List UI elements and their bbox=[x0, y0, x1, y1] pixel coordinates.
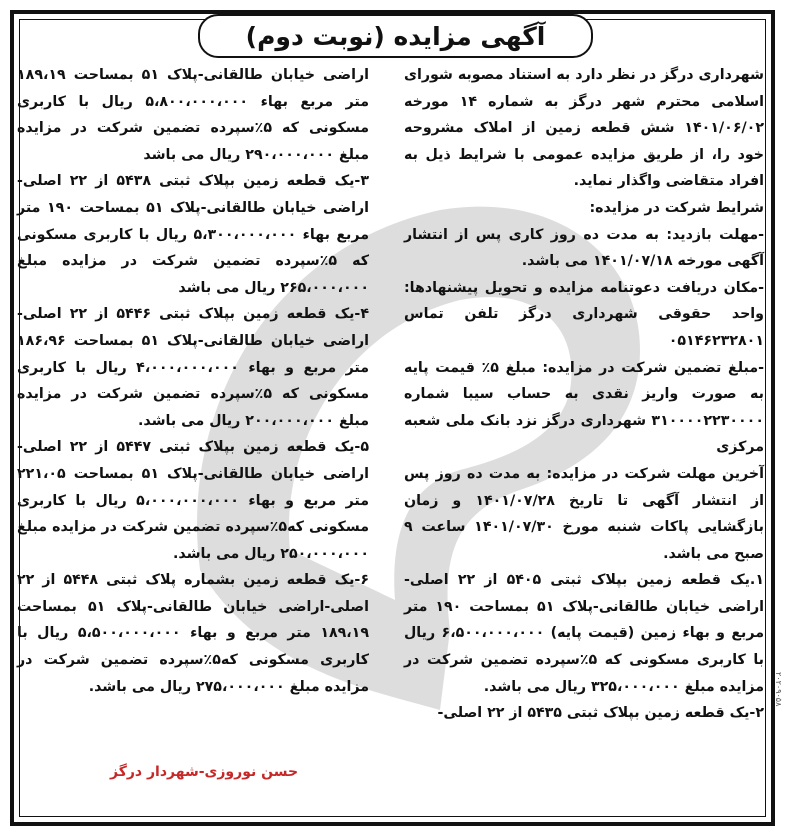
title-banner bbox=[198, 14, 593, 58]
parcel-item-6: ۶-یک قطعه زمین بشماره پلاک ثبتی ۵۴۴۸ از ۲۲ اصلی-اراضی خیابان طالقانی-پلاک ۵۱ بمساحت ۱۸۹،۱۹ متر مربع و بهاء ۵،۵۰۰،۰۰۰،۰۰۰ ریال با کاربری مسکونی که۵٪سپرده تضمین شرکت در مزایده مبلغ ۲۷۵،۰۰۰،۰۰۰ ریال می باشد. bbox=[17, 572, 369, 695]
final-deadline: آخرین مهلت شرکت در مزایده: به مدت ده روز پس از انتشار آگهی تا تاریخ ۱۴۰۱/۰۷/۲۸ و زمان بازگشایی پاکات شنبه مورخ ۱۴۰۱/۰۷/۳۰ ساعت ۹ صبح می باشد. bbox=[404, 465, 764, 562]
document-location: -مکان دریافت دعوتنامه مزایده و تحویل پیشنهادها: واحد حقوقی شهرداری درگز تلفن تماس ۰۵۱۴۶۲۳۲۸۰۱ bbox=[404, 279, 764, 349]
right-column bbox=[404, 62, 764, 727]
parcel-item-1: ۱.یک قطعه زمین بپلاک ثبتی ۵۴۰۵ از ۲۲ اصلی-اراضی خیابان طالقانی-پلاک ۵۱ بمساحت ۱۹۰ متر مربع و بهاء زمین (قیمت پایه) ۶،۵۰۰،۰۰۰،۰۰۰ ریال با کاربری مسکونی که ۵٪سپرده تضمین شرکت در مزایده مبلغ ۳۲۵،۰۰۰،۰۰۰ ریال می باشد. bbox=[404, 572, 765, 695]
mayor-signature: حسن نوروزی-شهردار درگز bbox=[110, 764, 299, 780]
left-column bbox=[17, 62, 369, 700]
parcel-item-2-start: ۲-یک قطعه زمین بپلاک ثبتی ۵۴۳۵ از ۲۲ اصلی- bbox=[437, 705, 764, 722]
intro-paragraph: شهرداری درگز در نظر دارد به استناد مصوبه شورای اسلامی محترم شهر درگز به شماره ۱۴ مورخه ۱۴۰۱/۰۶/۰۲ شش قطعه زمین از املاک مشروحه خود را، از طریق مزایده عمومی با شرایط ذیل به افراد متقاضی واگذار نماید. bbox=[404, 67, 764, 190]
conditions-heading: شرایط شرکت در مزایده: bbox=[589, 199, 764, 216]
guarantee-amount: -مبلغ تضمین شرکت در مزایده: مبلغ ۵٪ قیمت پایه به صورت واریز نقدی به حساب سیبا شماره ۳۱۰۰۰۰۲۲۳۰۰۰۰ شهرداری درگز نزد بانک ملی شعبه مرکزی bbox=[404, 359, 764, 456]
side-code: ۲۰۲۰۹۰۵۸ bbox=[774, 672, 783, 707]
parcel-item-3: ۳-یک قطعه زمین بپلاک ثبتی ۵۴۳۸ از ۲۲ اصلی-اراضی خیابان طالقانی-پلاک ۵۱ بمساحت ۱۹۰ متر مربع بهاء ۵،۳۰۰،۰۰۰،۰۰۰ ریال با کاربری مسکونی که ۵٪سپرده تضمین شرکت در مزایده مبلغ ۲۶۵،۰۰۰،۰۰۰ ریال می باشد bbox=[17, 173, 370, 296]
notice-title: آگهی مزایده (نوبت دوم) bbox=[245, 21, 546, 51]
parcel-item-4: ۴-یک قطعه زمین بپلاک ثبتی ۵۴۴۶ از ۲۲ اصلی-اراضی خیابان طالقانی-پلاک ۵۱ بمساحت ۱۸۶،۹۶ متر مربع و بهاء ۴،۰۰۰،۰۰۰،۰۰۰ ریال با کاربری مسکونی که ۵٪سپرده تضمین شرکت در مزایده مبلغ ۲۰۰،۰۰۰،۰۰۰ ریال می باشد. bbox=[17, 306, 369, 429]
parcel-item-5: ۵-یک قطعه زمین بپلاک ثبتی ۵۴۴۷ از ۲۲ اصلی-اراضی خیابان طالقانی-پلاک ۵۱ بمساحت ۲۲۱،۰۵ متر مربع و بهاء ۵،۰۰۰،۰۰۰،۰۰۰ ریال با کاربری مسکونی که۵٪سپرده تضمین شرکت در مزایده مبلغ ۲۵۰،۰۰۰،۰۰۰ ریال می باشد. bbox=[17, 439, 370, 562]
parcel-item-2-end: اراضی خیابان طالقانی-پلاک ۵۱ بمساحت ۱۸۹،۱۹ متر مربع بهاء ۵،۸۰۰،۰۰۰،۰۰۰ ریال با کاربری مسکونی که ۵٪سپرده تضمین شرکت در مزایده مبلغ ۲۹۰،۰۰۰،۰۰۰ ریال می باشد bbox=[17, 67, 369, 163]
visit-deadline: -مهلت بازدید: به مدت ده روز کاری پس از انتشار آگهی مورخه ۱۴۰۱/۰۷/۱۸ می باشد. bbox=[404, 226, 764, 270]
